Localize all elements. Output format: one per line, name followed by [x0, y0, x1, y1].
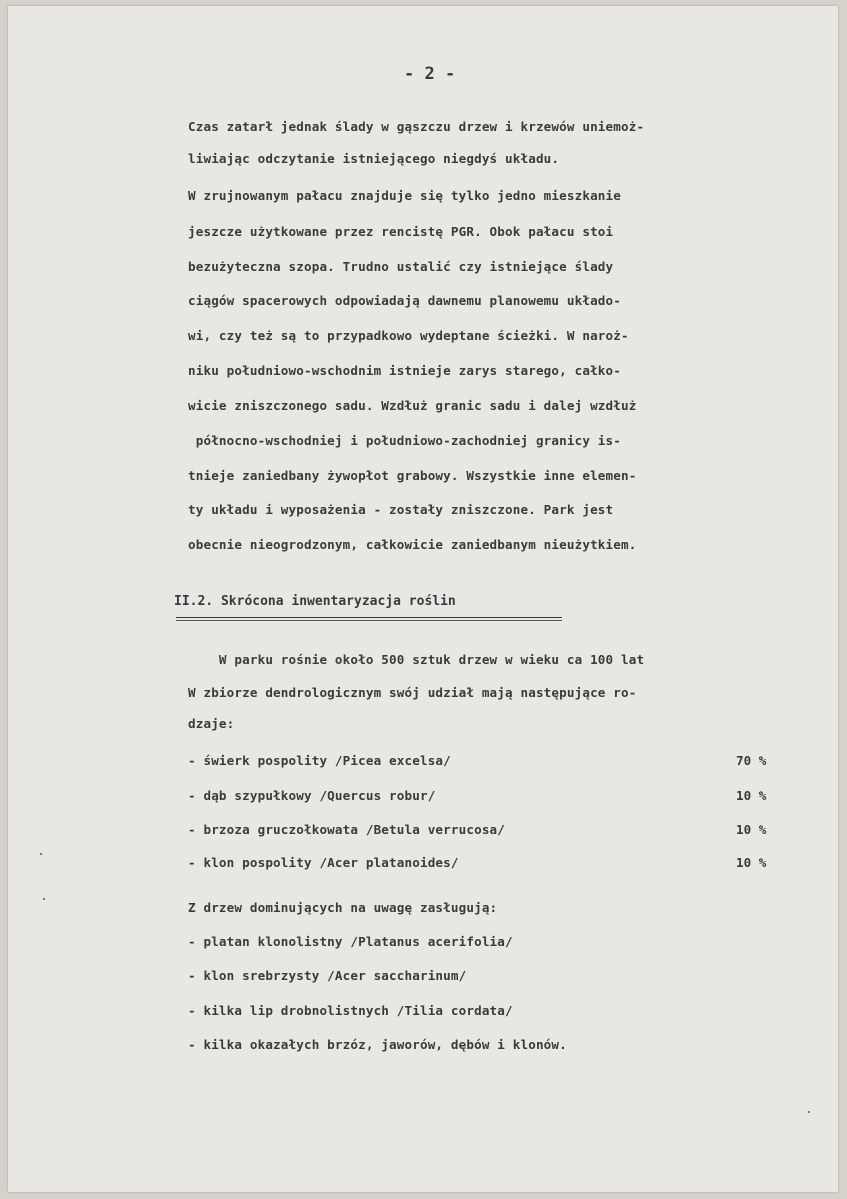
paragraph1-line: wicie zniszczonego sadu. Wzdłuż granic sadu i dalej wzdłuż: [188, 398, 637, 413]
paragraph2-line: dzaje:: [188, 716, 235, 731]
paragraph1-line: niku południowo-wschodnim istnieje zarys starego, całko-: [188, 363, 621, 378]
paragraph1-line: bezużyteczna szopa. Trudno ustalić czy istniejące ślady: [188, 259, 614, 274]
notable-intro: Z drzew dominujących na uwagę zasługują:: [188, 900, 498, 915]
scan-speck: [43, 898, 45, 900]
paragraph1-line: obecnie nieogrodzonym, całkowicie zaniedbanym nieużytkiem.: [188, 537, 637, 552]
paragraph1-line: wi, czy też są to przypadkowo wydeptane ścieżki. W naroż-: [188, 328, 629, 343]
paragraph1-line: ty układu i wyposażenia - zostały zniszczone. Park jest: [188, 502, 614, 517]
page-number: - 2 -: [404, 64, 456, 84]
paragraph1-line: liwiając odczytanie istniejącego niegdyś układu.: [188, 151, 560, 166]
species-name: - świerk pospolity /Picea excelsa/: [188, 753, 451, 768]
paragraph1-line: ciągów spacerowych odpowiadają dawnemu planowemu układo-: [188, 293, 621, 308]
paragraph2-line: W zbiorze dendrologicznym swój udział mają następujące ro-: [188, 685, 637, 700]
species-percent: 10 %: [736, 788, 767, 803]
species-percent: 70 %: [736, 753, 767, 768]
heading-underline: [176, 617, 562, 618]
paragraph1-line: północno-wschodniej i południowo-zachodniej granicy is-: [188, 433, 621, 448]
notable-item: - platan klonolistny /Platanus acerifolia/: [188, 934, 513, 949]
species-name: - dąb szypułkowy /Quercus robur/: [188, 788, 436, 803]
paragraph1-line: W zrujnowanym pałacu znajduje się tylko jedno mieszkanie: [188, 188, 621, 203]
paragraph2-line: W parku rośnie około 500 sztuk drzew w wieku ca 100 lat: [188, 652, 645, 667]
heading-underline: [176, 620, 562, 621]
species-percent: 10 %: [736, 855, 767, 870]
notable-item: - klon srebrzysty /Acer saccharinum/: [188, 968, 467, 983]
scan-speck: [808, 1111, 810, 1113]
section-heading: II.2. Skrócona inwentaryzacja roślin: [174, 594, 456, 609]
species-percent: 10 %: [736, 822, 767, 837]
paragraph1-line: tnieje zaniedbany żywopłot grabowy. Wszystkie inne elemen-: [188, 468, 637, 483]
paragraph1-line: Czas zatarł jednak ślady w gąszczu drzew i krzewów uniemoż-: [188, 119, 645, 134]
notable-item: - kilka lip drobnolistnych /Tilia cordata/: [188, 1003, 513, 1018]
notable-item: - kilka okazałych brzóz, jaworów, dębów i klonów.: [188, 1037, 567, 1052]
species-name: - klon pospolity /Acer platanoides/: [188, 855, 459, 870]
scan-speck: [40, 853, 42, 855]
species-name: - brzoza gruczołkowata /Betula verrucosa/: [188, 822, 506, 837]
paragraph1-line: jeszcze użytkowane przez rencistę PGR. Obok pałacu stoi: [188, 224, 614, 239]
